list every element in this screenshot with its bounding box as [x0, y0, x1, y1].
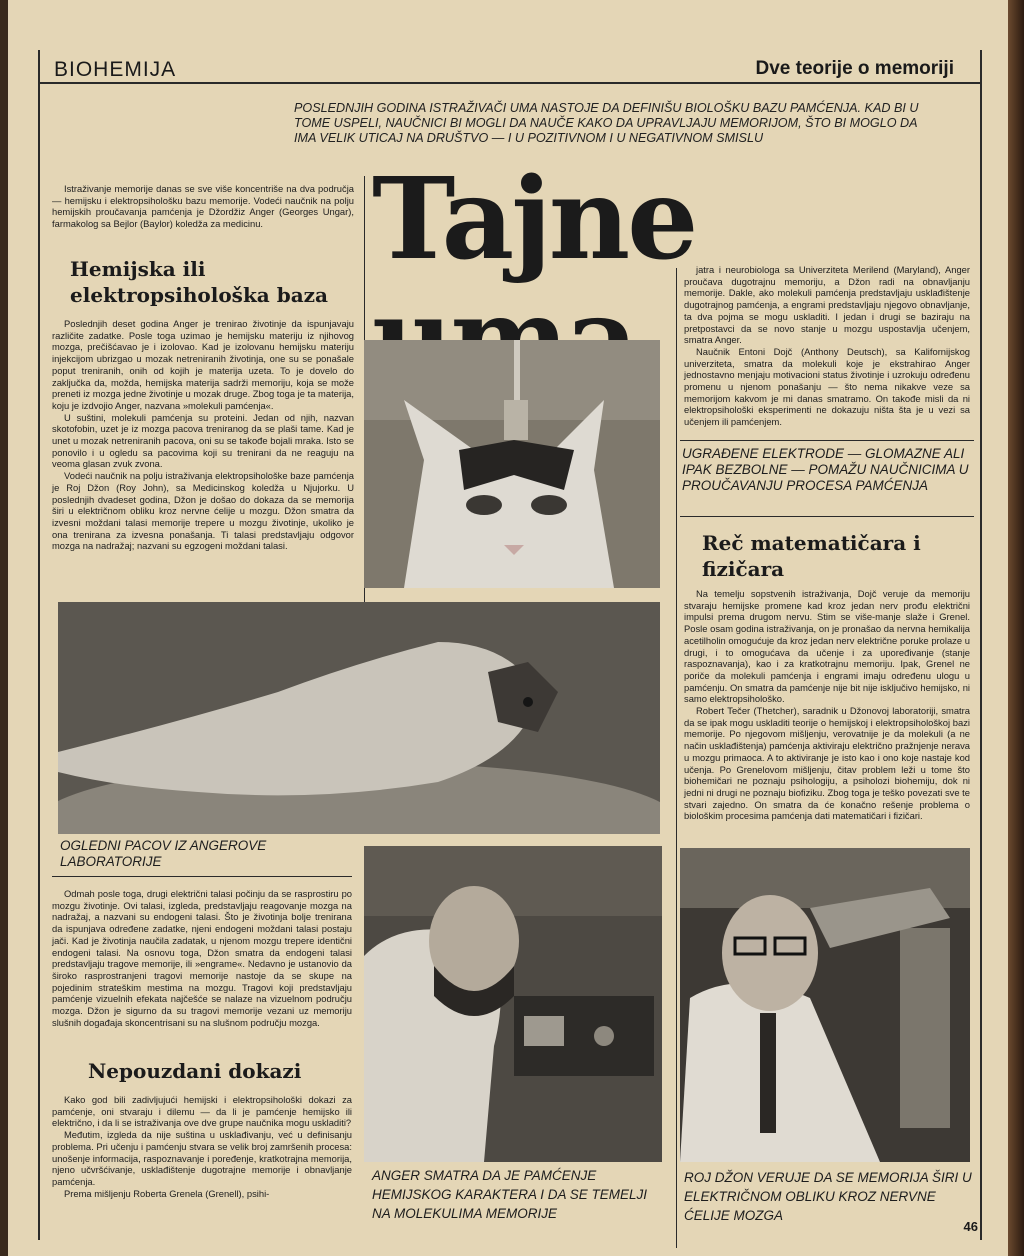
section-heading-3: Reč matematičara i fizičara: [702, 531, 921, 581]
cat-photo: [364, 340, 660, 588]
book-spine: [1008, 0, 1024, 1256]
left-border: [38, 50, 40, 1240]
caption-anger: ANGER SMATRA DA JE PAMĆENJE HEMIJSKOG KARAKTERA I DA SE TEMELJI NA MOLEKULIMA MEMORIJE: [372, 1168, 648, 1221]
magazine-page: [8, 0, 1012, 1256]
header-rule: [38, 82, 982, 84]
scientist-with-glasses-icon: [680, 848, 970, 1162]
caption-john: ROJ DŽON VERUJE DA SE MEMORIJA ŠIRI U ELEKTRIČNOM OBLIKU KROZ NERVNE ĆELIJE MOZGA: [684, 1170, 972, 1223]
scientist-with-equipment-icon: [364, 846, 662, 1162]
column-divider-right: [676, 268, 677, 1248]
john-photo: [680, 848, 970, 1162]
section-3-body: Na temelju sopstvenih istraživanja, Dojč veruje da memoriju stvaraju hemijske promene kad kroz jedan nerv prođu električni impulsi prema drugom nervu. Stim se više-manje slaže i Grenel. Posle osam godina istraživanja, on je pronašao da nervna hemikalija acetilholin omogućuje da kroz jedan nerv električne poruke prolaze u drugi, i to omogućava da učenje i za upoređivanje (stanje raspoznavanja), kao i za kratkotrajnu memoriju. Ipak, Grenel ne poriče da molekuli pamćenja i engrami imaju određenu ulogu u pamćenju. On smatra da pamćenje nije bit nije isključivo hemijsko, ni samo elektropsihološko. Robert Tečer (Thetcher), saradnik u Džonovoj laboratoriji, smatra da se ipak mogu uskladiti teorije o hemijskoj i elektropsihološkoj bazi memorije. Po njegovom mišljenju, verovatnije je da molekuli (a ne način usklađištenja) pamćenja aktiviraju električno pražnjenje nerava u mozgu primaoca. A to aktiviranje je isto kao i ono koje nastaje kod učenja. Po Grenelovom mišljenju, čitav problem leži u tome što biohemičari ne poznaju psihologiju, a psiholozi biohemiju, dok ni jedni ni drugi ne poznaju biofiziku. Zbog toga je teško povezati sve te stvari zajedno. On smatra da će konačno rešenje problema o biološkim procesima pamćenja dati matematičari i fizičari.: [684, 588, 970, 822]
pullquote: UGRAĐENE ELEKTRODE — GLOMAZNE ALI IPAK BEZBOLNE — POMAŽU NAUČNICIMA U PROUČAVANJU PROCESA PAMĆENJA: [682, 446, 969, 493]
section-label: BIOHEMIJA: [54, 58, 177, 81]
cat-with-electrode-icon: [364, 340, 660, 588]
section-1-body: Poslednjih deset godina Anger je trenirao životinje da ispunjavaju različite zadatke. Posle toga uzimao je hemijsku materiju iz njihovog mozga, prečišćavao je i izolovao. Kad je izolovanu hemijsku materiju injekcijom ubrizgao u mozak netreniranih životinja, one su se ponašale poput treniranih, onih od kojih je materija uzeta. To je dovelo do zaključka da, možda, hemijska materija sadrži memoriju, koja se može preneti iz mozga jedne životinje u mozak druge. Zbog toga je ta materija, koju je izdvojio Anger, nazvana »molekuli pamćenja«. U suštini, molekuli pamćenja su proteini. Jedan od njih, nazvan skotofobin, uzet je iz mozga pacova treniranog da se plaši tame. Kad je unet u mozak netreniranih pacova, oni su se takođe bojali mraka. Isto se ponovilo i u ogledu sa pacovima koji su trenirani da ne reaguju na veoma glasan zvuk zvona. Vodeći naučnik na polju istraživanja elektropsihološke baze pamćenja je Roj Džon (Roy John), sa Medicinskog koledža u Njujorku. U poslednjih dvadeset godina, Džon je došao do dokaza da se memorija širi u električnom obliku kroz nervne ćelije u mozgu. Džon smatra da izvesni moždani talasi memorije trepere u mozgu životinje, ukoliko je ona trenirana za izvesna ponašanja. Ti talasi predstavljaju odgovor mozga na nadražaj; nazvani su egzogeni moždani talasi.: [52, 318, 354, 552]
page-number: 46: [963, 1219, 978, 1234]
lead-paragraph: Istraživanje memorije danas se sve više koncentriše na dva područja — hemijsku i elektropsihološku bazu memorije. Vodeći naučnik na polju hemijskih proučavanja pamćenja je Džordžiz Anger (Georges Ungar), farmakolog sa Bejlor (Baylor) koledža za medicinu.: [52, 183, 354, 230]
intro-deck: POSLEDNJIH GODINA ISTRAŽIVAČI UMA NASTOJE DA DEFINIŠU BIOLOŠKU BAZU PAMĆENJA. KAD BI U TOME USPELI, NAUČNICI BI MOGLI DA NAUČE KAKO DA UPRAVLJAJU MEMORIJOM, ŠTO BI MOGLO DA IMA VELIK UTICAJ NA DRUŠTVO — I U POZITIVNOM I U NEGATIVNOM SMISLU: [294, 101, 919, 145]
right-column-text: jatra i neurobiologa sa Univerziteta Merilend (Maryland), Anger proučava dugotrajnu memoriju, a Džon radi na obnavljanju memorije. Dakle, ako molekuli pamćenja predstavljaju usklađištenje dugotrajnog pamćenja, a engrami predstavljaju njegovo obnavljanje, ta dva pojma se mogu uskladiti. I jedan i drugi se baziraju na pretpostavci da se novo stanje u mozgu uspostavlja učenjem, smatra Anger. Naučnik Entoni Dojč (Anthony Deutsch), sa Kalifornijskog univerziteta, smatra da molekuli koje je ekstrahirao Anger jednostavno menjaju motivacioni status životinje i uzrokuju određenu promenu u njenom ponašanju — što nema nikakve veze sa memorijom kakvom je mi danas smatramo. On takođe misli da ni elektropsihološki eksperimenti ne dokazuju ništa šta je u vezi sa učenjem ili pamćenjem.: [684, 264, 970, 428]
section-2-body: Kako god bili zadivljujući hemijski i elektropsihološki dokazi za pamćenje, oni stvaraju i dilemu — da li je pamćenje hemijsko ili električno, i da li se istraživanja ove dve grupe naučnika mogu uskladiti? Međutim, izgleda da nije suština u usklađivanju, već u definisanju problema. Pri učenju i pamćenju stvara se velik broj zamršenih procesa: unošenje informacija, raspoznavanje i poređenje, kratkotrajna memorija, njeno učvršćivanje, usklađištenje dugotrajne memorije i obnavljanje pamćenja. Prema mišljenju Roberta Grenela (Grenell), psihi-: [52, 1094, 352, 1199]
rat-photo: [58, 602, 660, 834]
section-heading-2: Nepouzdani dokazi: [88, 1059, 302, 1083]
page-title: Tajne: [372, 154, 696, 285]
section-heading-1: Hemijska ili elektropsihološka baza: [70, 257, 328, 307]
series-title: Dve teorije o memoriji: [755, 58, 954, 79]
lab-rat-icon: [58, 602, 660, 834]
anger-photo: [364, 846, 662, 1162]
section-1-continued: Odmah posle toga, drugi električni talasi počinju da se rasprostiru po mozgu životinje. Ovi talasi, izgleda, predstavljaju reagovanje mozga na nadražaj, a nazvani su endogeni talasi. Što je životinja bolje trenirana da ispunjava određene zadatke, njeni endogeni moždani talasi postaju jači. Kad je životinja naučila zadatak, u njenom mozgu trepere identični endogeni talasi. Na osnovu toga, Džon smatra da endogeni talasi predstavljaju tragove memorije, ili »engrame«. Nedavno je ustanovio da široko rasprostranjeni tragovi memorije nastoje da se skupe na pojedinim strateškim mestima na mozgu. Tragovi koji predstavljaju pamćenje vizuelnih efekata najčešće se nalaze na vizuelnom području mozga. Džon je sigurno da su tragovi memorije vezani uz memoriju slušnih događaja skoncentrisani su na slušnom području mozga.: [52, 888, 352, 1028]
pullquote-rule-top: [680, 440, 974, 441]
right-border: [980, 50, 982, 1240]
caption-rat: OGLEDNI PACOV IZ ANGEROVE LABORATORIJE: [60, 838, 267, 869]
pullquote-rule-bottom: [680, 516, 974, 517]
caption-rule: [52, 876, 352, 877]
